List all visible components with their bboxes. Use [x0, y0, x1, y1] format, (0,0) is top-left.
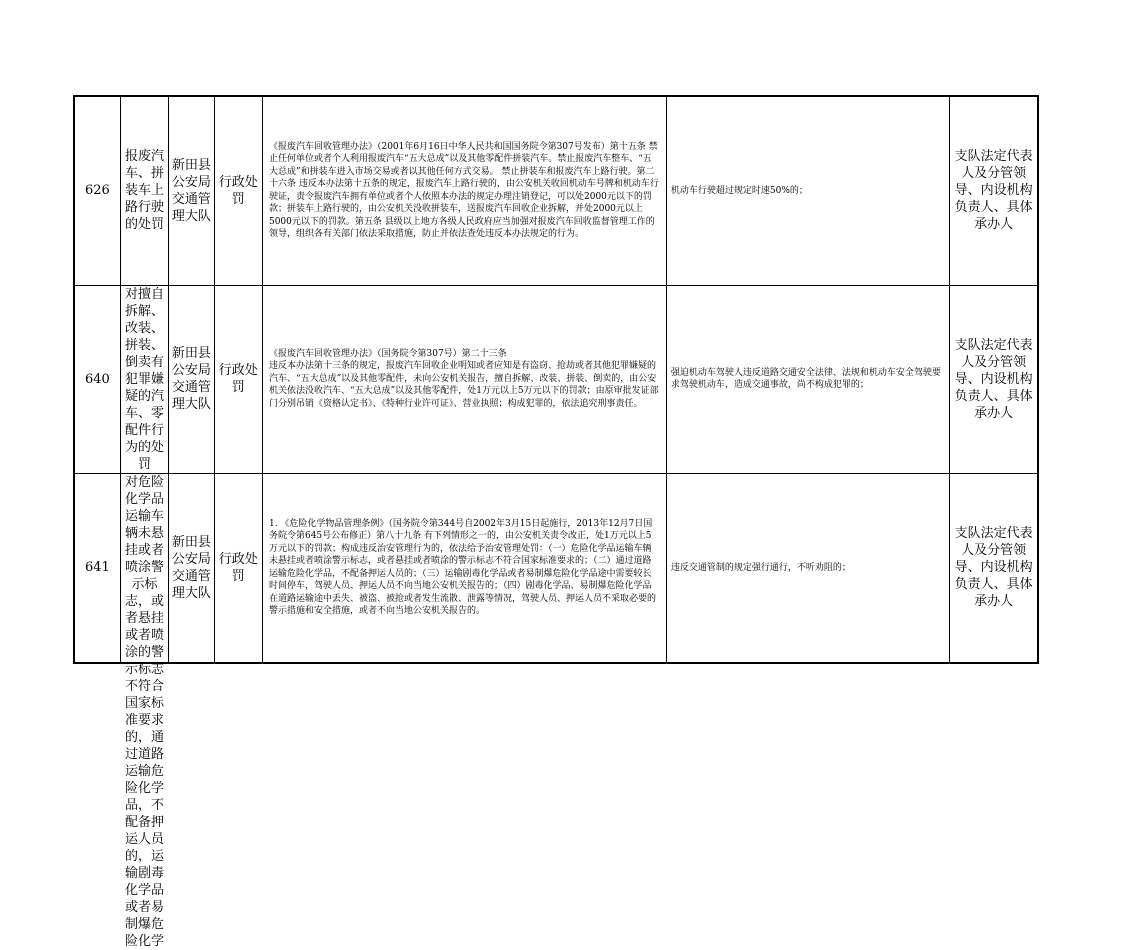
item-name: 对危险化学品运输车辆未悬挂或者喷涂警示标志，或者悬挂或者喷涂的警示标志不符合国家标准要求的，通过道路运输危险化学品，不配备押运人员的，运输剧毒化学品或者易制爆危险化学: [125, 474, 165, 949]
table-row: [74, 96, 1038, 285]
legal-basis: 《报废汽车回收管理办法》（国务院令第307号）第二十三条 违反本办法第十三条的规定，报废汽车回收企业明知或者应知是有盗窃、抢劫或者其他犯罪嫌疑的汽车、“五大总成”以及其他零配件，未向公安机关报告，擅自拆解、改装、拼装、倒卖的，由公安机关依法没收汽车、“五大总成”以及其他零配件，处1万元以上5万元以下的罚款；由原审批发证部门分别吊销《资格认定书》、《特种行业许可证》、营业执照；构成犯罪的，依法追究刑事责任。: [262, 285, 666, 473]
responsible-party: 支队法定代表人及分管领导、内设机构负责人、具体承办人: [950, 285, 1038, 473]
enforcement-unit: 新田县公安局交通管理大队: [169, 96, 214, 285]
legal-basis: 《报废汽车回收管理办法》（2001年6月16日中华人民共和国国务院令第307号发布）第十五条 禁止任何单位或者个人利用报废汽车“五大总成”以及其他零配件拼装汽车。禁止报废汽车整车、“五大总成”和拼装车进入市场交易或者以其他任何方式交易。 禁止拼装车和报废汽车上路行驶。第二十六条 违反本办法第十五条的规定，报废汽车上路行驶的，由公安机关收回机动车号牌和机动车行驶证，责令报废汽车拥有单位或者个人依照本办法的规定办理注销登记，可以处2000元以下的罚款；拼装车上路行驶的，由公安机关没收拼装车，送报废汽车回收企业拆解，并处2000元以上5000元以下的罚款。第五条 县级以上地方各级人民政府应当加强对报废汽车回收监督管理工作的领导，组织各有关部门依法采取措施，防止并依法查处违反本办法规定的行为。: [262, 96, 666, 285]
penalty-table: [73, 95, 1039, 949]
item-name: 报废汽车、拼装车上路行驶的处罚: [120, 96, 168, 285]
enforcement-unit: 新田县公安局交通管理大队: [169, 473, 214, 663]
row-number: 641: [74, 473, 120, 663]
row-number: 640: [74, 285, 120, 473]
enforcement-unit: 新田县公安局交通管理大队: [169, 285, 214, 473]
table-row: [74, 285, 1038, 473]
action-type: 行政处罚: [214, 96, 262, 285]
table-row: [74, 473, 1038, 663]
responsible-party: 支队法定代表人及分管领导、内设机构负责人、具体承办人: [950, 96, 1038, 285]
legal-basis: 1. 《危险化学物品管理条例》（国务院令第344号自2002年3月15日起施行，2013年12月7日国务院令第645号公布修正）第八十九条 有下列情形之一的，由公安机关责令改正，处1万元以上5万元以下的罚款；构成违反治安管理行为的，依法给予治安管理处罚：（一）危险化学品运输车辆未悬挂或者喷涂警示标志，或者悬挂或者喷涂的警示标志不符合国家标准要求的；（二）通过道路运输危险化学品，不配备押运人员的；（三）运输剧毒化学品或者易制爆危险化学品途中需要较长时间停车，驾驶人员、押运人员不向当地公安机关报告的；（四）剧毒化学品、易制爆危险化学品在道路运输途中丢失、被盗、被抢或者发生流散、泄露等情况，驾驶人员、押运人员不采取必要的警示措施和安全措施，或者不向当地公安机关报告的。: [262, 473, 666, 663]
action-type: 行政处罚: [214, 473, 262, 663]
action-type: 行政处罚: [214, 285, 262, 473]
row-number: 626: [74, 96, 120, 285]
responsible-party: 支队法定代表人及分管领导、内设机构负责人、具体承办人: [950, 473, 1038, 663]
violation-condition: 强迫机动车驾驶人违反道路交通安全法律、法规和机动车安全驾驶要求驾驶机动车，造成交通事故，尚不构成犯罪的；: [666, 285, 949, 473]
violation-condition: 违反交通管制的规定强行通行，不听劝阻的；: [666, 473, 949, 663]
violation-condition: 机动车行驶超过规定时速50%的；: [666, 96, 949, 285]
item-name: 对擅自拆解、改装、拼装、倒卖有犯罪嫌疑的汽车、零配件行为的处罚: [120, 285, 168, 473]
